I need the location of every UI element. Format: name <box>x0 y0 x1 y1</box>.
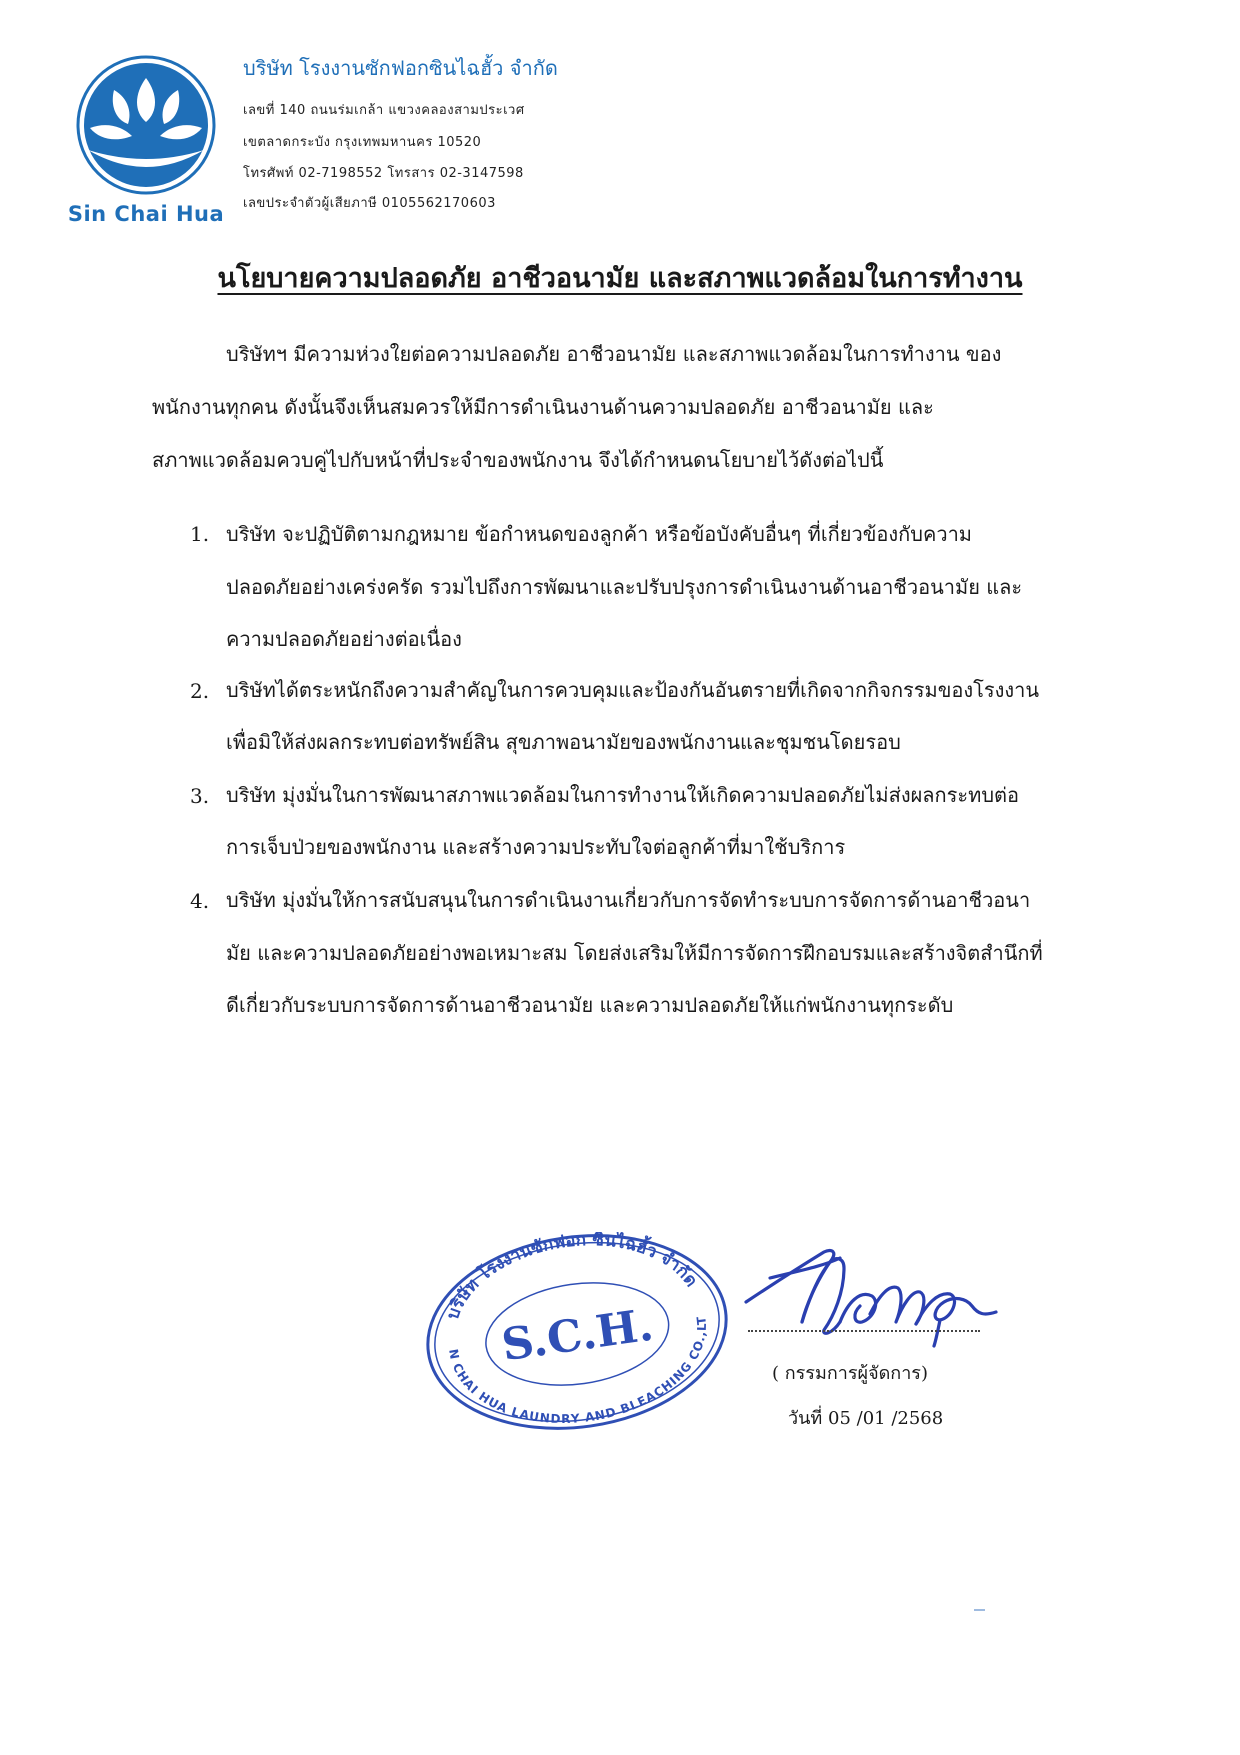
address-line-1: เลขที่ 140 ถนนร่มเกล้า แขวงคลองสามประเวศ <box>243 103 525 118</box>
policy-line: บริษัท มุ่งมั่นให้การสนับสนุนในการดำเนินงานเกี่ยวกับการจัดทำระบบการจัดการด้านอาชีวอนา <box>226 888 1031 912</box>
intro-line: สภาพแวดล้อมควบคู่ไปกับหน้าที่ประจำของพนักงาน จึงได้กำหนดนโยบายไว้ดังต่อไปนี้ <box>152 448 884 472</box>
signature-line <box>748 1330 980 1332</box>
handwritten-signature <box>740 1218 1012 1348</box>
policy-number: 4. <box>190 889 210 913</box>
intro-line: พนักงานทุกคน ดังนั้นจึงเห็นสมควรให้มีการดำเนินงานด้านความปลอดภัย อาชีวอนามัย และ <box>152 395 934 419</box>
signer-title: ( กรรมการผู้จัดการ) <box>772 1363 928 1384</box>
sign-date: วันที่ 05 /01 /2568 <box>788 1408 944 1429</box>
policy-line: มัย และความปลอดภัยอย่างพอเหมาะสม โดยส่งเสริมให้มีการจัดการฝึกอบรมและสร้างจิตสำนึกที่ <box>226 941 1043 965</box>
svg-text:บริษัท โรงงานซักฟอก ซินไฉฮั้ว: บริษัท โรงงานซักฟอก ซินไฉฮั้ว จำกัด <box>442 1232 702 1323</box>
policy-line: ความปลอดภัยอย่างต่อเนื่อง <box>226 627 462 651</box>
logo-text: Sin Chai Hua <box>67 202 225 226</box>
policy-line: ดีเกี่ยวกับระบบการจัดการด้านอาชีวอนามัย และความปลอดภัยให้แก่พนักงานทุกระดับ <box>226 993 954 1017</box>
company-stamp <box>418 1232 736 1432</box>
policy-number: 2. <box>190 679 210 703</box>
scan-mark <box>974 1609 985 1611</box>
policy-line: การเจ็บป่วยของพนักงาน และสร้างความประทับใจต่อลูกค้าที่มาใช้บริการ <box>226 835 846 859</box>
company-logo <box>66 50 226 235</box>
policy-line: เพื่อมิให้ส่งผลกระทบต่อทรัพย์สิน สุขภาพอนามัยของพนักงานและชุมชนโดยรอบ <box>226 730 901 754</box>
stamp-seal-icon <box>418 1232 736 1432</box>
intro-line: บริษัทฯ มีความห่วงใยต่อความปลอดภัย อาชีวอนามัย และสภาพแวดล้อมในการทำงาน ของ <box>226 342 1002 366</box>
policy-line: บริษัท มุ่งมั่นในการพัฒนาสภาพแวดล้อมในการทำงานให้เกิดความปลอดภัยไม่ส่งผลกระทบต่อ <box>226 783 1020 807</box>
svg-text:S.C.H.: S.C.H. <box>498 1299 657 1372</box>
document-title: นโยบายความปลอดภัย อาชีวอนามัย และสภาพแวดล้อมในการทำงาน <box>217 263 1023 294</box>
logo-icon <box>66 50 226 200</box>
policy-number: 1. <box>190 522 210 546</box>
svg-text:SIN CHAI HUA LAUNDRY AND BLEAC: SIN CHAI HUA LAUNDRY AND BLEACHING CO.,LTD. <box>446 1314 710 1427</box>
policy-line: ปลอดภัยอย่างเคร่งครัด รวมไปถึงการพัฒนาและปรับปรุงการดำเนินงานด้านอาชีวอนามัย และ <box>226 575 1023 599</box>
phone-fax-line: โทรศัพท์ 02-7198552 โทรสาร 02-3147598 <box>243 166 524 181</box>
policy-line: บริษัทได้ตระหนักถึงความสำคัญในการควบคุมและป้องกันอันตรายที่เกิดจากกิจกรรมของโรงงาน <box>226 678 1040 702</box>
policy-number: 3. <box>190 784 210 808</box>
signature-icon <box>740 1218 1012 1348</box>
policy-line: บริษัท จะปฏิบัติตามกฎหมาย ข้อกำหนดของลูกค้า หรือข้อบังคับอื่นๆ ที่เกี่ยวข้องกับความ <box>226 522 972 546</box>
tax-id-line: เลขประจำตัวผู้เสียภาษี 0105562170603 <box>243 196 496 211</box>
company-name: บริษัท โรงงานซักฟอกซินไฉฮั้ว จำกัด <box>243 56 558 80</box>
address-line-2: เขตลาดกระบัง กรุงเทพมหานคร 10520 <box>243 135 482 150</box>
